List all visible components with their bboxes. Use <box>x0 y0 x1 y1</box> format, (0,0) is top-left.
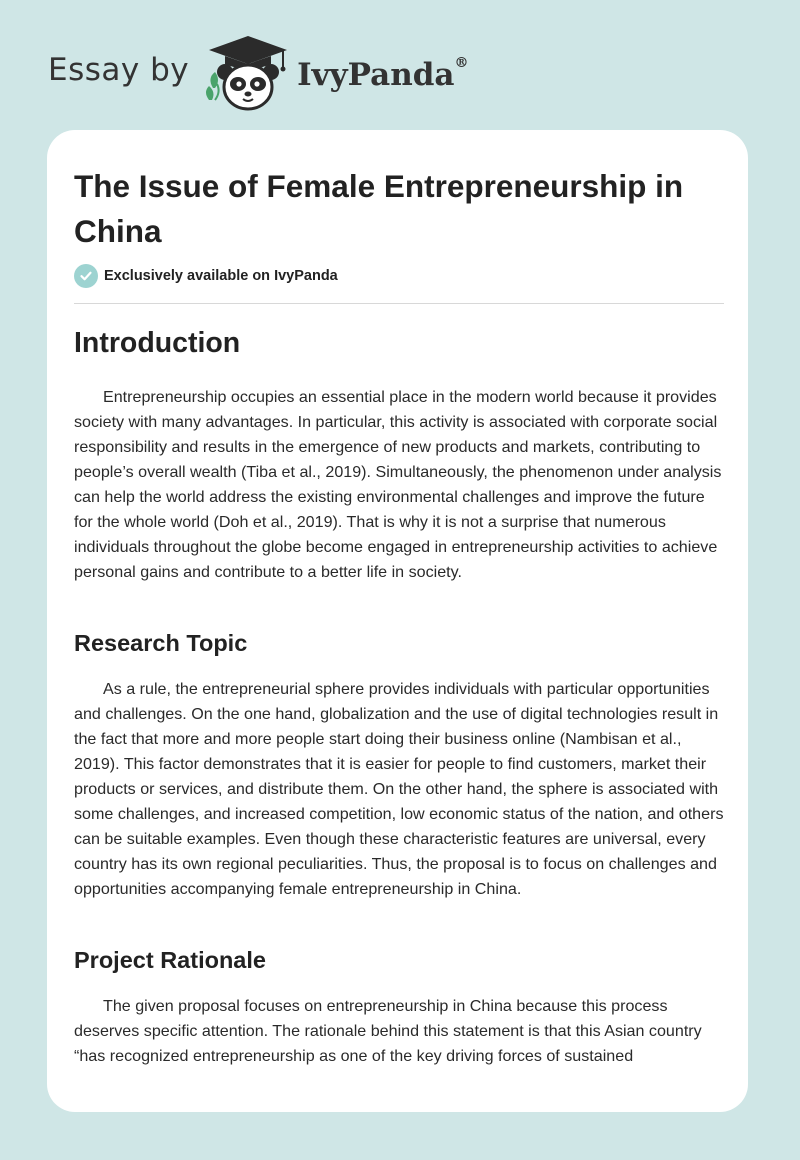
article-card <box>47 130 748 1112</box>
site-header <box>48 34 469 114</box>
registered-mark: ® <box>454 55 469 71</box>
exclusive-badge-label: Exclusively available on IvyPanda <box>104 268 338 284</box>
section-text-project-rationale: The given proposal focuses on entrepreneurship in China because this process deserves specific attention. The rationale behind this statement is that this Asian country “has recognized entrepreneurship as one of the key driving forces of sustained <box>74 997 702 1065</box>
title-divider <box>74 303 724 304</box>
brand-text: IvyPanda <box>297 57 455 93</box>
ivypanda-logo-icon[interactable] <box>203 34 293 114</box>
section-heading-introduction: Introduction <box>74 327 241 359</box>
article-title: The Issue of Female Entrepreneurship in China <box>74 168 684 249</box>
section-text-research-topic: As a rule, the entrepreneurial sphere provides individuals with particular opportunities and challenges. On the one hand, globalization and the use of digital technologies result in the fact that more and more people start doing their business online (Nambisan et al., 2019). This factor demonstrates that it is easier for people to find customers, market their products or services, and distribute them. On the other hand, the sphere is associated with some challenges, and increased competition, low economic status of the nation, and others can be suitable examples. Even though these characteristic features are universal, every country has its own regional peculiarities. Thus, the proposal is to focus on challenges and opportunities accompanying female entrepreneurship in China. <box>74 680 724 898</box>
checkmark-icon <box>74 264 98 288</box>
essay-by-label: Essay by <box>48 52 190 88</box>
brand-name[interactable] <box>297 57 468 93</box>
section-text-introduction: Entrepreneurship occupies an essential place in the modern world because it provides society with many advantages. In particular, this activity is associated with corporate social responsibility and results in the emergence of new products and markets, contributing to people’s overall wealth (Tiba et al., 2019). Simultaneously, the phenomenon under analysis can help the world address the existing environmental challenges and improve the future for the whole world (Doh et al., 2019). That is why it is not a surprise that numerous individuals throughout the globe become engaged in entrepreneurship activities to achieve personal gains and contribute to a better life in society. <box>74 388 722 581</box>
section-heading-research-topic: Research Topic <box>74 630 248 656</box>
section-heading-project-rationale: Project Rationale <box>74 947 266 973</box>
exclusive-badge <box>74 264 338 288</box>
